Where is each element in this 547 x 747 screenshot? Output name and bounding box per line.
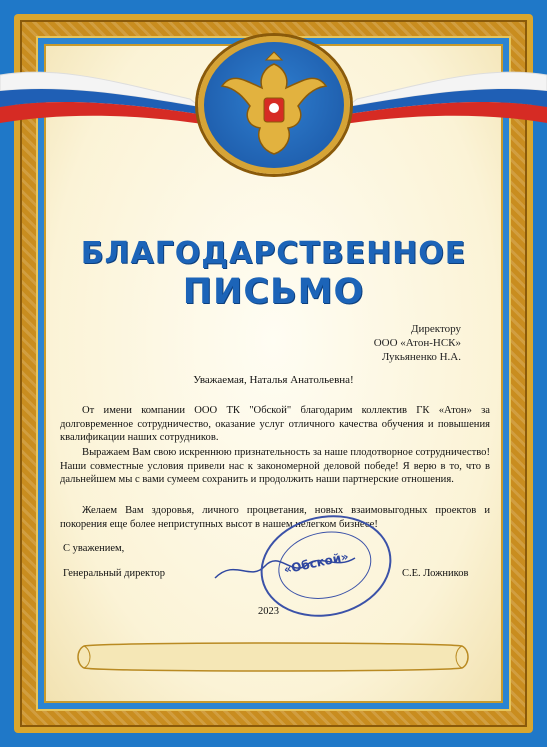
paragraph-1: От имени компании ООО ТК "Обской" благодарим коллектив ГК «Атон» за долговременное сотрудничество, оказание услуг отличного качества обучения и повышения квалификации наших сотрудников. [60, 405, 490, 443]
stamp-text: «Обской» [282, 549, 350, 577]
year: 2023 [258, 606, 279, 617]
title-line-1: БЛАГОДАРСТВЕННОЕ [80, 236, 467, 271]
title-line-2: ПИСЬМО [182, 272, 365, 312]
signer-name: С.Е. Ложников [402, 568, 469, 579]
recipient-line-1: Директору [411, 323, 461, 335]
paragraph-2: Выражаем Вам свою искреннюю признательность за наше плодотворное сотрудничество! Наши совместные условия привели нас к закономерной деловой победе! Я верю в то, что в дальнейшем мы с вами сумеем сохранить и продолжить наши партнерские отношения. [60, 447, 490, 485]
greeting: Уважаемая, Наталья Анатольевна! [193, 374, 354, 386]
decorative-scroll [74, 638, 472, 674]
closing: С уважением, [63, 543, 125, 554]
recipient-line-3: Лукьяненко Н.А. [381, 351, 461, 363]
flag-ribbon-left [0, 55, 230, 133]
double-headed-eagle-icon [204, 42, 344, 168]
signer-position: Генеральный директор [63, 568, 165, 579]
paragraph-3: Желаем Вам здоровья, личного процветания, новых взаимовыгодных проектов и покорения еще более неприступных высот в нашем нелегком бизнесе! [60, 505, 490, 530]
coat-of-arms-emblem [198, 36, 350, 174]
recipient-line-2: ООО «Атон-НСК» [373, 337, 461, 349]
flag-ribbon-right [317, 55, 547, 133]
